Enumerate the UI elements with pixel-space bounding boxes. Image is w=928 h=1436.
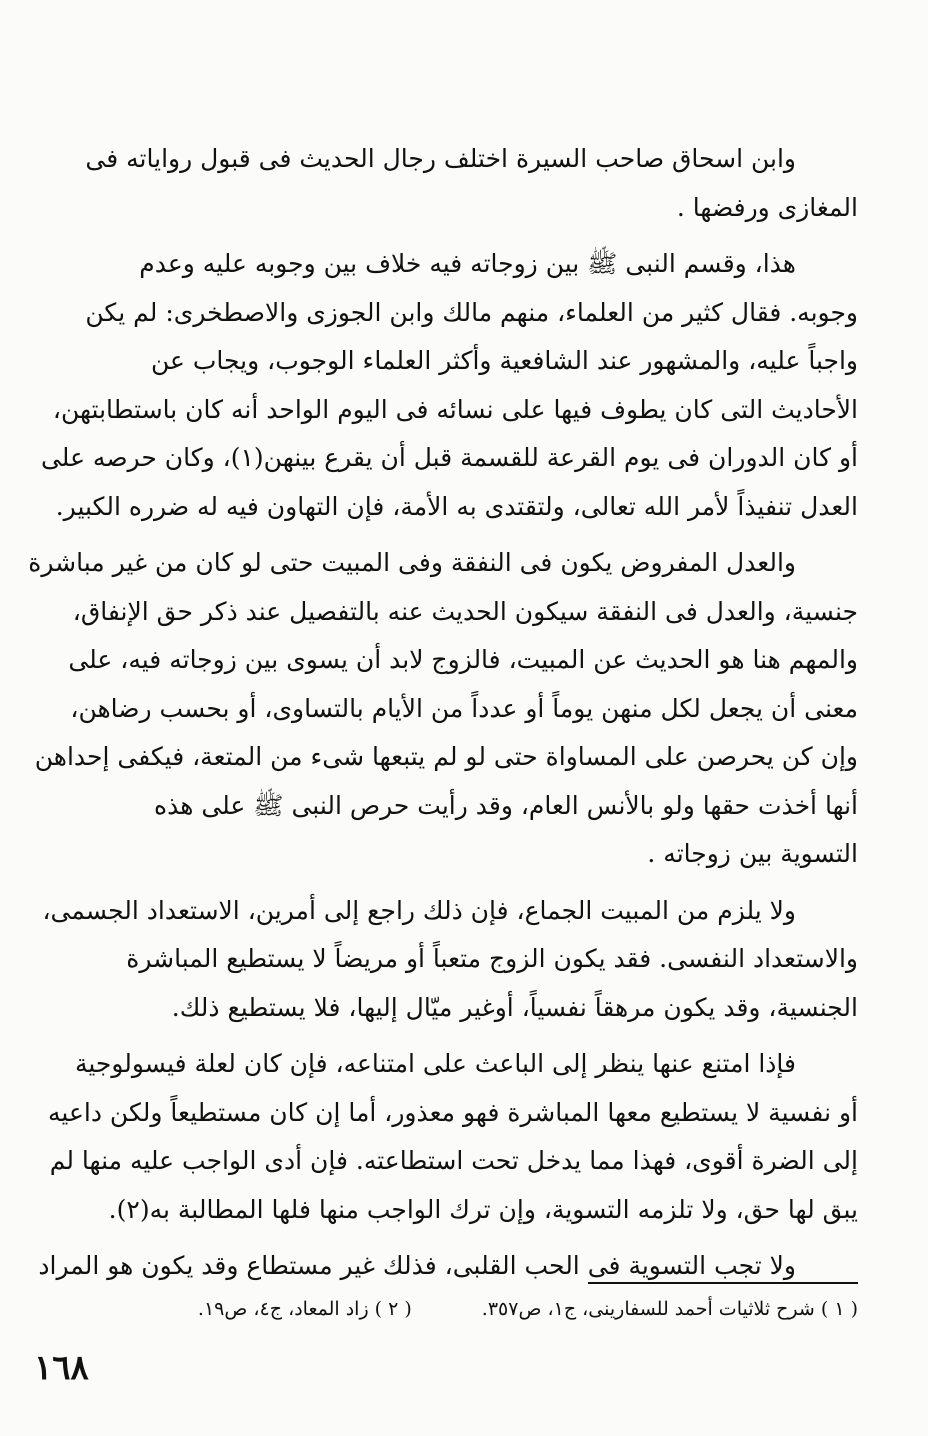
text-line: جنسية، والعدل فى النفقة سيكون الحديث عنه بالتفصيل عند ذكر حق الإنفاق، bbox=[72, 596, 858, 626]
text-line: والمهم هنا هو الحديث عن المبيت، فالزوج لابد أن يسوى بين زوجاته فيه، على bbox=[68, 645, 858, 674]
footnotes bbox=[13, 1292, 858, 1326]
text-line: وجوبه. فقال كثير من العلماء، منهم مالك وابن الجوزى والاصطخرى: لم يكن bbox=[85, 297, 858, 327]
text-line: واجباً عليه، والمشهور عند الشافعية وأكثر العلماء الوجوب، ويجاب عن bbox=[151, 346, 858, 375]
text-line: والعدل المفروض يكون فى النفقة وفى المبيت حتى لو كان من غير مباشرة bbox=[28, 548, 796, 577]
footnote-separator bbox=[588, 1282, 858, 1284]
text-line: أنها أخذت حقها ولو بالأنس العام، وقد رأيت حرص النبى ﷺ على هذه bbox=[153, 790, 858, 820]
text-line: أو نفسية لا يستطيع معها المباشرة فهو معذور، أما إن كان مستطيعاً ولكن داعيه bbox=[48, 1097, 858, 1127]
text-line: الجنسية، وقد يكون مرهقاً نفسياً، أوغير ميّال إليها، فلا يستطيع ذلك. bbox=[171, 992, 858, 1022]
text-line: ولا تجب التسوية فى الحب القلبى، فذلك غير مستطاع وقد يكون هو المراد bbox=[38, 1251, 796, 1280]
body-text bbox=[13, 135, 858, 1291]
text-line: المغازى ورفضها . bbox=[676, 192, 858, 222]
footnote-1: ( ١ ) شرح ثلاثيات أحمد للسفارينى، ج١، ص٣٥٧. bbox=[481, 1298, 858, 1320]
text-line: وابن اسحاق صاحب السيرة اختلف رجال الحديث فى قبول رواياته فى bbox=[85, 144, 796, 173]
text-line: الأحاديث التى كان يطوف فيها على نسائه فى اليوم الواحد أنه كان باستطابتهن، bbox=[52, 394, 858, 424]
footnote-2: ( ٢ ) زاد المعاد، ج٤، ص١٩. bbox=[197, 1298, 412, 1320]
text-line: يبق لها حق، ولا تلزمه التسوية، وإن ترك الواجب منها فلها المطالبة به(٢). bbox=[108, 1194, 858, 1224]
text-line: أو كان الدوران فى يوم القرعة للقسمة قبل أن يقرع بينهن(١)، وكان حرصه على bbox=[40, 443, 858, 472]
text-line: إلى الضرة أقوى، فهذا مما يدخل تحت استطاعته. فإن أدى الواجب عليه منها لم bbox=[49, 1146, 858, 1175]
text-line: والاستعداد النفسى. فقد يكون الزوج متعباً أو مريضاً لا يستطيع المباشرة bbox=[126, 944, 858, 973]
text-line: معنى أن يجعل لكل منهن يوماً أو عدداً من الأيام بالتساوى، أو بحسب رضاهن، bbox=[70, 693, 858, 723]
text-line: فإذا امتنع عنها ينظر إلى الباعث على امتناعه، فإن كان لعلة فيسولوجية bbox=[74, 1049, 796, 1078]
page-number: ١٦٨ bbox=[34, 1348, 89, 1388]
text-line: هذا، وقسم النبى ﷺ بين زوجاته فيه خلاف بين وجوبه عليه وعدم bbox=[139, 249, 796, 278]
text-line: العدل تنفيذاً لأمر الله تعالى، ولتقتدى به الأمة، فإن التهاون فيه له ضرره الكبير. bbox=[55, 491, 858, 521]
text-line: التسوية بين زوجاته . bbox=[647, 839, 858, 868]
text-line: ولا يلزم من المبيت الجماع، فإن ذلك راجع إلى أمرين، الاستعداد الجسمى، bbox=[42, 895, 796, 925]
text-line: وإن كن يحرصن على المساواة حتى لو لم يتبعها شىء من المتعة، فيكفى إحداهن bbox=[34, 742, 858, 771]
